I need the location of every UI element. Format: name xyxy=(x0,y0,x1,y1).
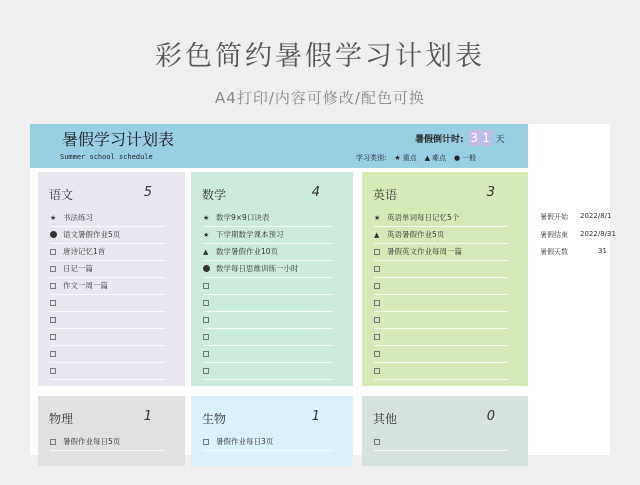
checkbox-icon xyxy=(203,351,209,357)
task-row[interactable] xyxy=(374,294,508,312)
legend-text: 难点 xyxy=(432,154,447,162)
countdown xyxy=(415,130,505,146)
task-row[interactable] xyxy=(374,277,508,295)
task-text: 暑假作业每日3页 xyxy=(216,437,274,446)
task-text: 语文暑假作业5页 xyxy=(63,230,121,239)
task-row[interactable] xyxy=(203,311,333,329)
checkbox-icon xyxy=(50,266,56,272)
sheet-header xyxy=(30,124,528,168)
subject-name: 数学 xyxy=(202,188,227,202)
subject-name: 语文 xyxy=(49,188,74,202)
task-row[interactable] xyxy=(50,362,165,380)
info-start xyxy=(540,212,612,222)
triangle-icon: ▲ xyxy=(424,154,431,162)
task-row[interactable] xyxy=(374,345,508,363)
task-row[interactable] xyxy=(374,362,508,380)
checkbox-icon xyxy=(374,266,380,272)
legend-item-hard xyxy=(425,153,446,163)
checkbox-icon xyxy=(374,283,380,289)
legend-item-normal xyxy=(454,153,476,163)
star-icon: ★ xyxy=(50,213,57,222)
info-value[interactable]: 2022/8/31 xyxy=(580,230,616,238)
checkbox-icon xyxy=(50,351,56,357)
task-row[interactable] xyxy=(203,294,333,312)
dot-icon xyxy=(50,231,57,238)
checkbox-icon xyxy=(203,283,209,289)
triangle-icon: ▲ xyxy=(374,230,380,239)
star-icon: ★ xyxy=(374,213,381,222)
task-row[interactable] xyxy=(374,328,508,346)
task-row[interactable] xyxy=(50,311,165,329)
countdown-unit: 天 xyxy=(495,134,505,145)
task-row[interactable] xyxy=(374,243,508,261)
task-row[interactable] xyxy=(374,311,508,329)
countdown-digit[interactable]: 3 xyxy=(470,131,478,145)
task-row[interactable] xyxy=(203,328,333,346)
checkbox-icon xyxy=(203,368,209,374)
checkbox-icon xyxy=(203,300,209,306)
triangle-icon: ▲ xyxy=(203,247,209,256)
task-text: 书法练习 xyxy=(63,213,93,222)
legend-item-key xyxy=(394,153,416,163)
task-text: 暑假英文作业每周一篇 xyxy=(387,247,462,256)
task-text: 下学期数学课本预习 xyxy=(216,230,284,239)
task-text: 唐诗记忆1首 xyxy=(63,247,106,256)
task-row[interactable] xyxy=(203,362,333,380)
dot-icon xyxy=(203,265,210,272)
subject-card-english xyxy=(362,172,528,386)
subject-task-count: 0 xyxy=(486,409,495,424)
task-row[interactable] xyxy=(50,328,165,346)
subject-task-count: 5 xyxy=(143,185,152,200)
checkbox-icon xyxy=(203,317,209,323)
task-text: 英语单词每日记忆5个 xyxy=(387,213,460,222)
task-row[interactable] xyxy=(203,277,333,295)
info-label: 暑假天数 xyxy=(540,248,568,256)
task-row[interactable] xyxy=(203,226,333,244)
subject-name: 英语 xyxy=(373,188,398,202)
sheet-subtitle: Summer school schedule xyxy=(60,153,153,161)
subject-task-count: 1 xyxy=(143,409,152,424)
task-row[interactable] xyxy=(50,226,165,244)
task-row[interactable] xyxy=(50,243,165,261)
star-icon: ★ xyxy=(394,154,401,162)
subject-name: 其他 xyxy=(373,412,398,426)
banner-subtitle: A4打印/内容可修改/配色可换 xyxy=(215,89,425,107)
task-row[interactable] xyxy=(50,277,165,295)
task-row[interactable] xyxy=(203,345,333,363)
checkbox-icon xyxy=(374,317,380,323)
checkbox-icon xyxy=(50,334,56,340)
task-text: 日记一篇 xyxy=(63,264,93,273)
subject-card-other xyxy=(362,396,528,466)
checkbox-icon xyxy=(203,439,209,445)
subject-card-chinese xyxy=(38,172,185,386)
info-label: 暑假结束 xyxy=(540,231,568,239)
task-row[interactable] xyxy=(50,433,165,451)
task-row[interactable] xyxy=(203,243,333,261)
checkbox-icon xyxy=(374,439,380,445)
task-text: 数学暑假作业10页 xyxy=(216,247,279,256)
checkbox-icon xyxy=(50,439,56,445)
subject-card-math xyxy=(191,172,353,386)
countdown-label: 暑假倒计时: xyxy=(415,134,464,145)
legend-text: 重点 xyxy=(402,154,417,162)
checkbox-icon xyxy=(50,283,56,289)
task-row[interactable] xyxy=(374,433,508,451)
info-value[interactable]: 31 xyxy=(598,247,607,255)
checkbox-icon xyxy=(203,334,209,340)
checkbox-icon xyxy=(50,249,56,255)
category-legend xyxy=(356,153,476,163)
task-row[interactable] xyxy=(50,209,165,227)
checkbox-icon xyxy=(50,368,56,374)
task-text: 英语暑假作业5页 xyxy=(387,230,445,239)
dot-icon: ● xyxy=(454,154,461,162)
checkbox-icon xyxy=(374,334,380,340)
subject-name: 物理 xyxy=(49,412,74,426)
subject-name: 生物 xyxy=(202,412,227,426)
info-days xyxy=(540,247,607,257)
info-value[interactable]: 2022/8/1 xyxy=(580,212,612,220)
sheet-title: 暑假学习计划表 xyxy=(62,130,175,149)
checkbox-icon xyxy=(374,351,380,357)
countdown-digit[interactable]: 1 xyxy=(482,131,490,145)
subject-task-count: 4 xyxy=(311,185,320,200)
info-end xyxy=(540,230,616,240)
banner-title: 彩色简约暑假学习计划表 xyxy=(155,41,485,72)
task-row[interactable] xyxy=(374,260,508,278)
task-row[interactable] xyxy=(50,345,165,363)
checkbox-icon xyxy=(50,317,56,323)
checkbox-icon xyxy=(374,368,380,374)
task-row[interactable] xyxy=(50,260,165,278)
star-icon: ★ xyxy=(203,213,210,222)
subject-task-count: 1 xyxy=(311,409,320,424)
subject-card-physics xyxy=(38,396,185,466)
legend-label: 学习类别: xyxy=(356,154,387,162)
task-row[interactable] xyxy=(374,226,508,244)
checkbox-icon xyxy=(374,300,380,306)
legend-text: 一般 xyxy=(462,154,477,162)
task-row[interactable] xyxy=(374,209,508,227)
task-row[interactable] xyxy=(203,209,333,227)
task-text: 数学9×9口诀表 xyxy=(216,213,270,222)
schedule-sheet xyxy=(30,124,616,455)
subject-task-count: 3 xyxy=(486,185,495,200)
checkbox-icon xyxy=(374,249,380,255)
info-label: 暑假开始 xyxy=(540,213,568,221)
task-row[interactable] xyxy=(50,294,165,312)
subject-card-biology xyxy=(191,396,353,466)
star-icon: ★ xyxy=(203,230,210,239)
checkbox-icon xyxy=(50,300,56,306)
task-text: 作文一周一篇 xyxy=(63,281,108,290)
task-text: 数学每日思维训练一小时 xyxy=(216,264,299,273)
task-text: 暑假作业每日5页 xyxy=(63,437,121,446)
task-row[interactable] xyxy=(203,260,333,278)
task-row[interactable] xyxy=(203,433,333,451)
